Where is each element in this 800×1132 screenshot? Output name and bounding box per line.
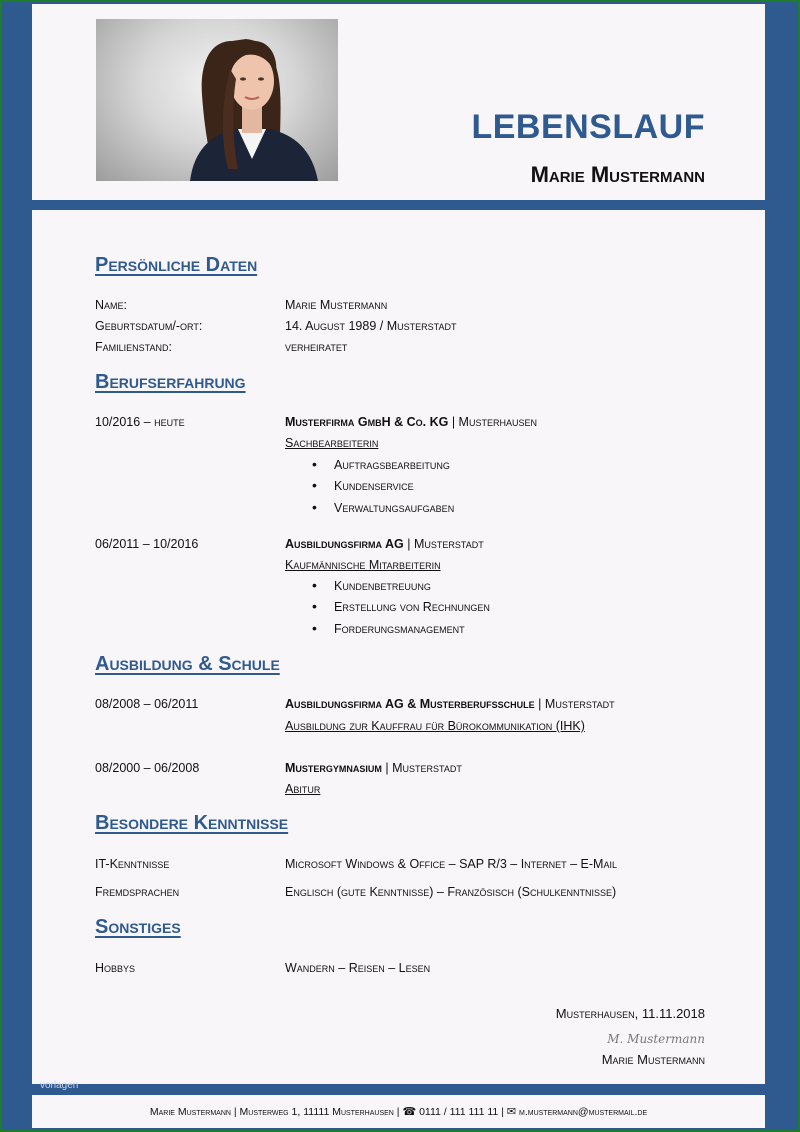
experience-role: Kaufmännische Mitarbeiterin <box>285 558 441 572</box>
value-languages: Englisch (gute Kenntnisse) – Französisch (Schulkenntnisse) <box>285 885 617 899</box>
employer-location: Musterhausen <box>458 415 537 429</box>
section-title-misc: Sonstiges <box>95 916 181 938</box>
employer-location: Musterstadt <box>414 537 484 551</box>
label-hobbies: Hobbys <box>95 961 136 975</box>
signature: M. Mustermann <box>607 1032 705 1046</box>
value-hobbies: Wandern – Reisen – Lesen <box>285 961 431 975</box>
value-it-skills: Microsoft Windows & Office – SAP R/3 – Internet – E-Mail <box>285 857 617 871</box>
footer-address: Musterweg 1, 11111 Musterhausen <box>239 1106 394 1118</box>
employer-name: Musterfirma GmbH & Co. KG <box>285 415 449 429</box>
label-it-skills: IT-Kenntnisse <box>95 857 170 871</box>
signer-name: Marie Mustermann <box>601 1052 705 1067</box>
footer-phone: 0111 / 111 111 11 <box>419 1106 499 1118</box>
document-title: LEBENSLAUF <box>471 108 705 146</box>
value-marital-status: verheiratet <box>285 340 348 354</box>
education-degree: Ausbildung zur Kauffrau für Bürokommunikation (IHK) <box>285 719 585 733</box>
list-item: • Auftragsbearbeitung <box>312 458 450 472</box>
footer-name: Marie Mustermann <box>149 1106 231 1118</box>
institution-name: Ausbildungsfirma AG & Musterberufsschule <box>285 697 535 711</box>
value-name: Marie Mustermann <box>285 298 388 312</box>
footer-contact <box>32 1105 765 1118</box>
institution-name: Mustergymnasium <box>285 761 382 775</box>
list-item: • Verwaltungsaufgaben <box>312 501 454 515</box>
place-date: Musterhausen, 11.11.2018 <box>555 1006 705 1021</box>
envelope-icon: ✉ <box>506 1106 517 1118</box>
footer-email[interactable]: m.mustermann@mustermail.de <box>519 1106 648 1118</box>
experience-employer <box>285 537 484 551</box>
list-item: • Kundenservice <box>312 479 414 493</box>
education-institution <box>285 697 615 711</box>
section-title-education: Ausbildung & Schule <box>95 653 280 675</box>
education-period: 08/2000 – 06/2008 <box>95 761 200 775</box>
header-panel <box>32 4 765 200</box>
separator: | <box>233 1106 237 1118</box>
experience-period: 10/2016 – heute <box>95 415 185 429</box>
label-marital-status: Familienstand: <box>95 340 172 354</box>
education-institution <box>285 761 462 775</box>
profile-photo <box>96 19 338 181</box>
employer-name: Ausbildungsfirma AG <box>285 537 404 551</box>
watermark: vorlagen <box>40 1080 79 1091</box>
label-birth: Geburtsdatum/-ort: <box>95 319 203 333</box>
experience-role: Sachbearbeiterin <box>285 436 379 450</box>
label-name: Name: <box>95 298 128 312</box>
separator: | <box>407 537 411 551</box>
education-period: 08/2008 – 06/2011 <box>95 697 199 711</box>
value-birth: 14. August 1989 / Musterstadt <box>285 319 457 333</box>
list-item: • Erstellung von Rechnungen <box>312 600 490 614</box>
footer-panel <box>32 1095 765 1128</box>
applicant-name: Marie Mustermann <box>530 162 705 187</box>
list-item: • Forderungsmanagement <box>312 622 465 636</box>
list-item: • Kundenbetreuung <box>312 579 431 593</box>
separator: | <box>396 1106 400 1118</box>
experience-employer <box>285 415 537 429</box>
section-title-skills: Besondere Kenntnisse <box>95 812 289 834</box>
institution-location: Musterstadt <box>392 761 462 775</box>
education-degree: Abitur <box>285 782 321 796</box>
main-panel <box>32 210 765 1084</box>
section-title-experience: Berufserfahrung <box>95 371 246 393</box>
separator: | <box>538 697 542 711</box>
experience-period: 06/2011 – 10/2016 <box>95 537 199 551</box>
section-title-personal: Persönliche Daten <box>95 254 258 276</box>
phone-icon: ☎ <box>402 1106 417 1118</box>
separator: | <box>451 415 456 429</box>
separator: | <box>385 761 389 775</box>
separator: | <box>501 1106 504 1118</box>
label-languages: Fremdsprachen <box>95 885 180 899</box>
institution-location: Musterstadt <box>544 697 615 711</box>
